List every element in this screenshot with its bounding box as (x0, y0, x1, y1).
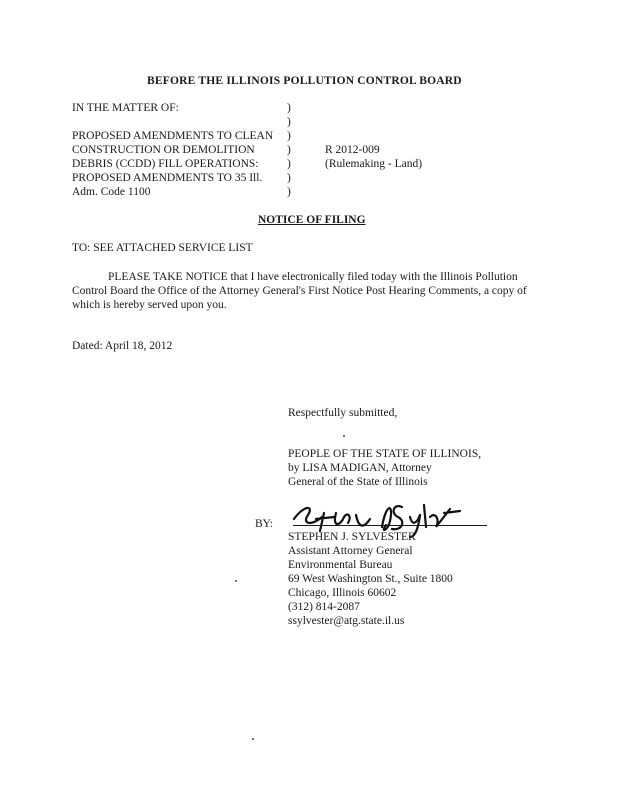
signer-line: ssylvester@atg.state.il.us (288, 615, 405, 627)
scan-speck (252, 738, 254, 740)
dated-line: Dated: April 18, 2012 (72, 340, 173, 352)
case-type: (Rulemaking - Land) (325, 158, 423, 170)
party-block (288, 448, 481, 490)
case-caption (72, 102, 273, 200)
signer-line: STEPHEN J. SYLVESTER (288, 531, 416, 543)
caption-paren: ) (287, 130, 291, 142)
document-title: BEFORE THE ILLINOIS POLLUTION CONTROL BOARD (147, 75, 462, 87)
closing-line: Respectfully submitted, (288, 407, 398, 419)
caption-paren: ) (287, 186, 291, 198)
signer-line: Chicago, Illinois 60602 (288, 587, 397, 599)
signer-block (288, 531, 453, 629)
caption-paren: ) (287, 158, 291, 170)
caption-paren: ) (287, 144, 291, 156)
caption-paren: ) (287, 172, 291, 184)
by-label: BY: (255, 518, 274, 530)
signer-line: 69 West Washington St., Suite 1800 (288, 573, 453, 585)
scan-speck (235, 580, 237, 582)
party-line: by LISA MADIGAN, Attorney (288, 462, 432, 474)
caption-line: IN THE MATTER OF: (72, 102, 179, 114)
notice-body-text: PLEASE TAKE NOTICE that I have electronically filed today with the Illinois Pollution Control Board the Office of the Attorney General's First Notice Post Hearing Comments, a copy of which is hereby served upon you. (72, 271, 527, 311)
caption-line (72, 116, 273, 130)
signer-line: (312) 814-2087 (288, 601, 360, 613)
caption-parentheses (287, 102, 291, 200)
service-list-line: TO: SEE ATTACHED SERVICE LIST (72, 242, 253, 254)
party-line: PEOPLE OF THE STATE OF ILLINOIS, (288, 448, 482, 460)
caption-line: Adm. Code 1100 (72, 186, 151, 198)
signer-line: Assistant Attorney General (288, 545, 413, 557)
caption-line: PROPOSED AMENDMENTS TO 35 Ill. (72, 172, 263, 184)
caption-line: PROPOSED AMENDMENTS TO CLEAN (72, 130, 274, 142)
caption-paren: ) (287, 116, 291, 128)
caption-line: CONSTRUCTION OR DEMOLITION (72, 144, 255, 156)
case-number: R 2012-009 (325, 144, 380, 156)
notice-body (72, 270, 552, 312)
party-line: General of the State of Illinois (288, 476, 428, 488)
signer-line: Environmental Bureau (288, 559, 393, 571)
scan-speck (343, 435, 345, 437)
caption-paren: ) (287, 102, 291, 114)
caption-line: DEBRIS (CCDD) FILL OPERATIONS: (72, 158, 259, 170)
notice-title: NOTICE OF FILING (258, 214, 366, 226)
